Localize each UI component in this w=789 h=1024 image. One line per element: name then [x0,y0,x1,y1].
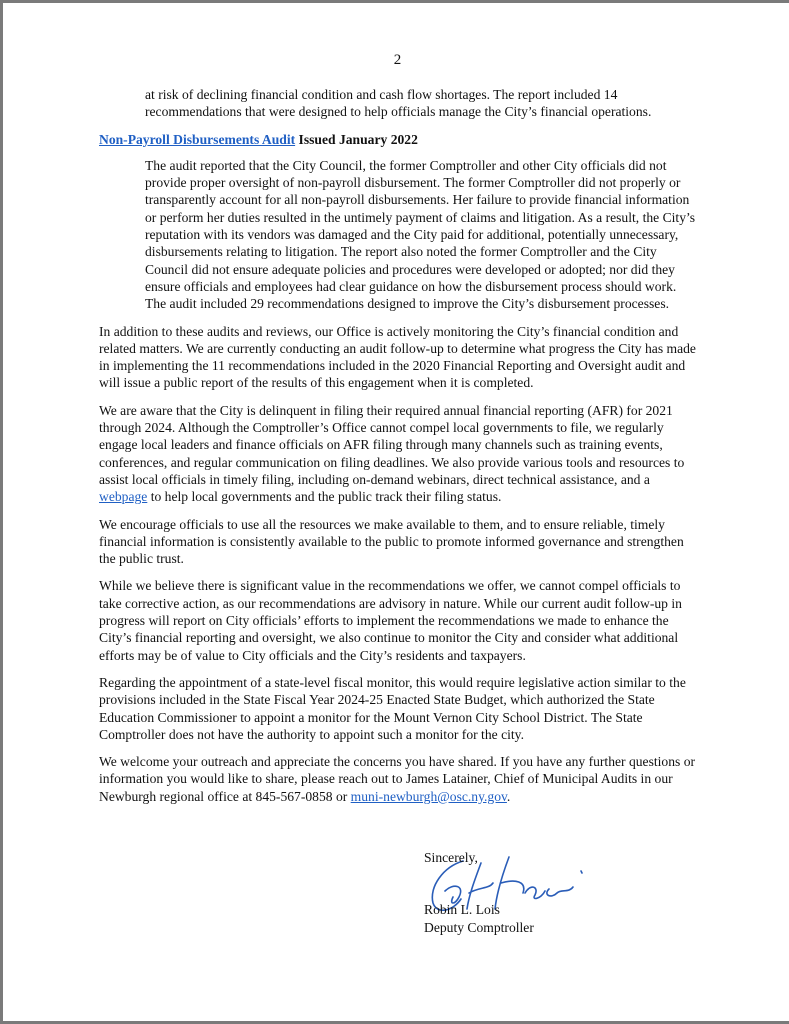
paragraph-recommendations: While we believe there is significant value in the recommendations we offer, we cannot compel officials to take corrective action, as our recommendations are advisory in nature. While our current audit follow-up in progress will report on City officials’ efforts to implement the recommendations we made to enhance the City’s financial reporting and oversight, we also continue to monitor the City and consider what additional efforts may be of value to City officials and the City’s residents and taxpayers. [99,578,682,663]
email-link[interactable]: muni-newburgh@osc.ny.gov [350,788,507,804]
contact-text: We welcome your outreach and appreciate the concerns you have shared. If you have any further questions or information you would like to share, please reach out to James Latainer, Chief of Municipal Audits in our Newburgh regional office at 845-567-0858 or [99,754,696,804]
afr-text-end: to help local governments and the public track their filing status. [147,489,502,505]
signature-block [424,849,534,936]
audit-issued-date: Issued January 2022 [298,131,418,147]
contact-text-end: . [506,788,511,804]
afr-text: We are aware that the City is delinquent in filing their required annual financial reporting (AFR) for 2021 through 2024. Although the Comptroller’s Office cannot compel local governments to file, we regularly engage local leaders and finance officials on AFR filing through many channels such as training events, conferences, and regular communication on filing deadlines. We also provide various tools and resources to assist local officials in timely filing, including on-demand webinars, direct technical assistance, and a [99,402,685,487]
paragraph-contact [99,753,699,805]
audit-heading [99,131,699,148]
closing: Sincerely, [424,850,478,865]
page-number: 2 [393,52,402,68]
paragraph-fiscal-monitor: Regarding the appointment of a state-level fiscal monitor, this would require legislative action similar to the provisions included in the State Fiscal Year 2024-25 Enacted State Budget, which authorized the State Education Commissioner to appoint a monitor for the Mount Vernon City School District. The State Comptroller does not have the authority to appoint such a monitor for the city. [99,674,686,742]
paragraph-continuation: at risk of declining financial condition and cash flow shortages. The report included 14 recommendations that were designed to help officials manage the City’s financial operations. [145,87,652,120]
paragraph-encourage: We encourage officials to use all the resources we make available to them, and to ensure reliable, timely financial information is consistently available to the public to promote informed governance and strengthen the public trust. [99,516,684,567]
signer-name: Robin L. Lois [424,902,500,918]
paragraph-monitoring: In addition to these audits and reviews, our Office is actively monitoring the City’s financial condition and related matters. We are currently conducting an audit follow-up to determine what progress the City has made in implementing the 11 recommendations included in the 2020 Financial Reporting and Oversight audit and will issue a public report of the results of this engagement when it is completed. [99,323,696,391]
signer-title: Deputy Comptroller [424,919,534,935]
letter-body [99,86,699,815]
non-payroll-audit-link[interactable]: Non-Payroll Disbursements Audit [99,131,296,147]
webpage-link[interactable]: webpage [99,489,148,505]
paragraph-audit-summary: The audit reported that the City Council, the former Comptroller and other City officials did not provide proper oversight of non-payroll disbursement. The former Comptroller did not properly or transparently account for all non-payroll disbursements. Her failure to provide financial information or perform her duties resulted in the untimely payment of claims and litigation. As a result, the City’s reputation with its vendors was damaged and the City paid for additional, potentially unnecessary, disbursements relating to litigation. The report also noted the former Comptroller and the City Council did not ensure adequate policies and procedures were developed or adopted; nor did they ensure officials and employees had clear guidance on how the disbursement process should work. The audit included 29 recommendations designed to improve the City’s disbursement processes. [145,157,696,312]
paragraph-afr [99,402,699,506]
